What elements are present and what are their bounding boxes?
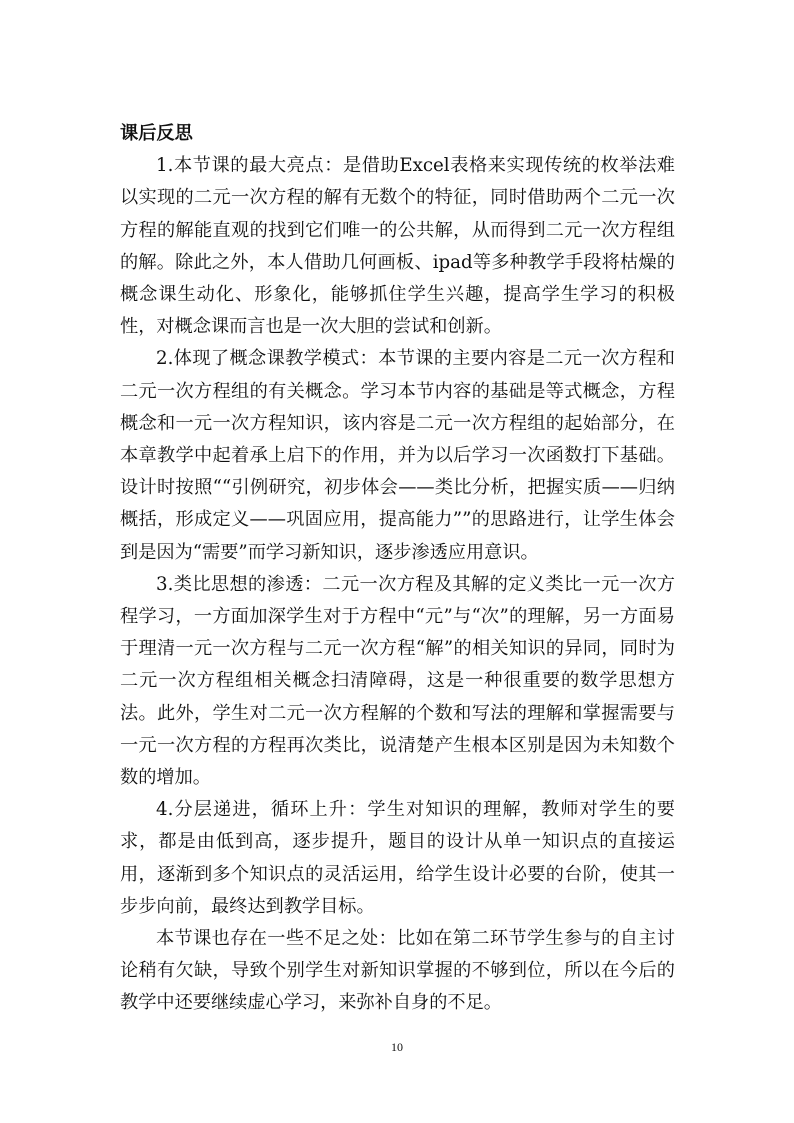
- paragraph-analogy: 3.类比思想的渗透：二元一次方程及其解的定义类比一元一次方程学习，一方面加深学生对于方程中“元”与“次”的理解，另一方面易于理清一元一次方程与二元一次方程“解”的相关知识的异同，同时为二元一次方程组相关概念扫清障碍，这是一种很重要的数学思想方法。此外，学生对二元一次方程解的个数和写法的理解和掌握需要与一元一次方程的方程再次类比，说清楚产生根本区别是因为未知数个数的增加。: [120, 573, 675, 789]
- paragraph-shortcomings: 本节课也存在一些不足之处：比如在第二环节学生参与的自主讨论稍有欠缺，导致个别学生对新知识掌握的不够到位，所以在今后的教学中还要继续虚心学习，来弥补自身的不足。: [120, 928, 675, 1014]
- paragraph-highlight: 1.本节课的最大亮点：是借助Excel表格来实现传统的枚举法难以实现的二元一次方程的解有无数个的特征，同时借助两个二元一次方程的解能直观的找到它们唯一的公共解，从而得到二元一次方程组的解。除此之外，本人借助几何画板、ipad等多种教学手段将枯燥的概念课生动化、形象化，能够抓住学生兴趣，提高学生学习的积极性，对概念课而言也是一次大胆的尝试和创新。: [120, 155, 675, 338]
- document-body: [120, 118, 675, 1020]
- page-number: 10: [391, 1040, 403, 1054]
- paragraph-teaching-model: 2.体现了概念课教学模式：本节课的主要内容是二元一次方程和二元一次方程组的有关概念。学习本节内容的基础是等式概念，方程概念和一元一次方程知识，该内容是二元一次方程组的起始部分，在本章教学中起着承上启下的作用，并为以后学习一次函数打下基础。设计时按照““引例研究，初步体会——类比分析，把握实质——归纳概括，形成定义——巩固应用，提高能力””的思路进行，让学生体会到是因为“需要”而学习新知识，逐步渗透应用意识。: [120, 348, 675, 563]
- section-heading: 课后反思: [120, 123, 193, 144]
- paragraph-layered-progression: 4.分层递进，循环上升：学生对知识的理解，教师对学生的要求，都是由低到高，逐步提升，题目的设计从单一知识点的直接运用，逐渐到多个知识点的灵活运用，给学生设计必要的台阶，使其一步步向前，最终达到教学目标。: [120, 799, 675, 917]
